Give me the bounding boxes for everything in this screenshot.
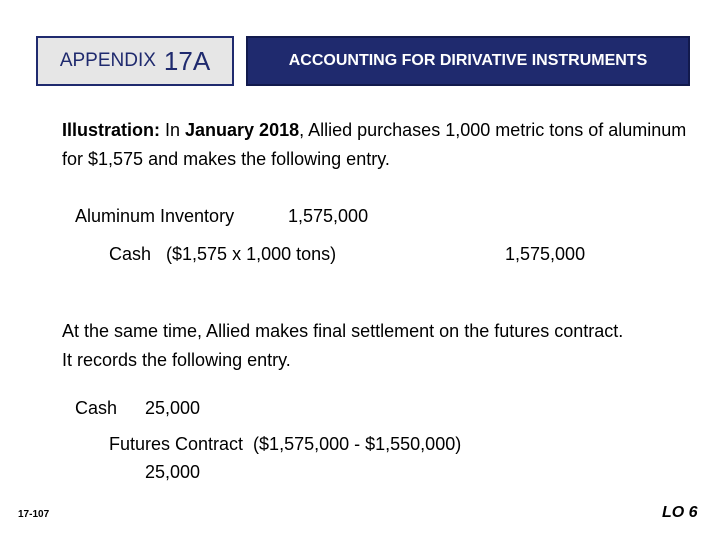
entry1-debit-amount: 1,575,000 xyxy=(288,206,369,226)
illustration-label: Illustration: xyxy=(62,120,160,140)
entry2-credit-amount: 25,000 xyxy=(145,462,201,482)
entry2-debit-account: Cash xyxy=(75,398,118,418)
slide-number: 17-107 xyxy=(18,509,50,520)
entry2-debit-amount: 25,000 xyxy=(145,398,201,418)
entry2-credit-account: Futures Contract ($1,575,000 - $1,550,000) xyxy=(109,434,462,454)
section-title: ACCOUNTING FOR DIRIVATIVE INSTRUMENTS xyxy=(289,50,648,72)
entry1-debit-account: Aluminum Inventory xyxy=(75,206,235,226)
section-title-box xyxy=(246,36,690,86)
illustration-text-1: In xyxy=(160,120,186,140)
entry1-credit-account: Cash ($1,575 x 1,000 tons) xyxy=(109,244,337,264)
illustration-text-2: , Allied purchases 1,000 metric tons of aluminum for $1,575 and makes the following entry. xyxy=(62,120,687,169)
appendix-word: APPENDIX xyxy=(59,50,156,71)
appendix-number: 17A xyxy=(163,45,211,76)
entry1-credit-amount: 1,575,000 xyxy=(505,244,586,264)
learning-objective: LO 6 xyxy=(662,504,698,521)
illustration-paragraph xyxy=(62,116,702,174)
settlement-paragraph: At the same time, Allied makes final settlement on the futures contract. It records the following entry. xyxy=(62,321,624,370)
illustration-month: January 2018 xyxy=(185,120,300,140)
appendix-label-box xyxy=(36,36,234,86)
